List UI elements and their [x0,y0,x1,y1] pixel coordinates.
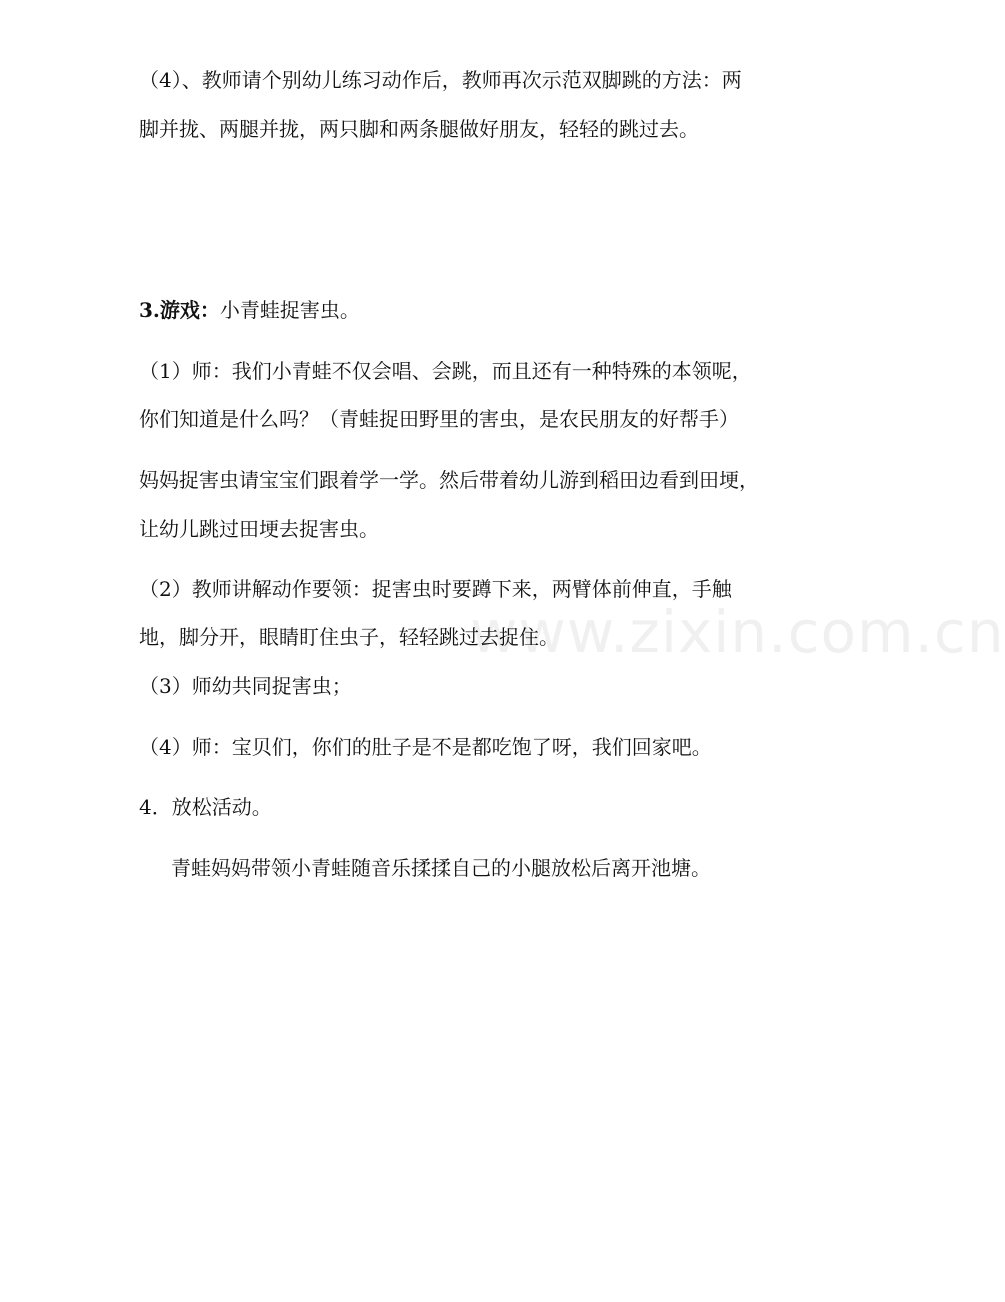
paragraph-line: 你们知道是什么吗？（青蛙捉田野里的害虫，是农民朋友的好帮手） [139,407,739,431]
section-heading [139,296,360,324]
watermark: www.zixin.com.cn [470,598,1005,666]
section-number: 3.游戏： [139,298,220,322]
paragraph-line: 脚并拢、两腿并拢，两只脚和两条腿做好朋友，轻轻的跳过去。 [139,117,699,141]
paragraph-line: 让幼儿跳过田埂去捉害虫。 [139,517,379,541]
paragraph-line: （3）师幼共同捉害虫； [139,674,352,698]
paragraph-line: （4）、教师请个别幼儿练习动作后，教师再次示范双脚跳的方法：两 [139,68,742,92]
paragraph-line: 地，脚分开，眼睛盯住虫子，轻轻跳过去捉住。 [139,625,559,649]
paragraph-line: （2）教师讲解动作要领：捉害虫时要蹲下来，两臂体前伸直，手触 [139,577,732,601]
section-title: 小青蛙捉害虫。 [219,298,360,322]
paragraph-line: （1）师：我们小青蛙不仅会唱、会跳，而且还有一种特殊的本领呢， [139,359,752,383]
paragraph-line: 妈妈捉害虫请宝宝们跟着学一学。然后带着幼儿游到稻田边看到田埂， [139,468,759,492]
section-heading: 4．放松活动。 [139,795,272,819]
paragraph-line: （4）师：宝贝们，你们的肚子是不是都吃饱了呀，我们回家吧。 [139,735,712,759]
paragraph-line: 青蛙妈妈带领小青蛙随音乐揉揉自己的小腿放松后离开池塘。 [171,856,711,880]
